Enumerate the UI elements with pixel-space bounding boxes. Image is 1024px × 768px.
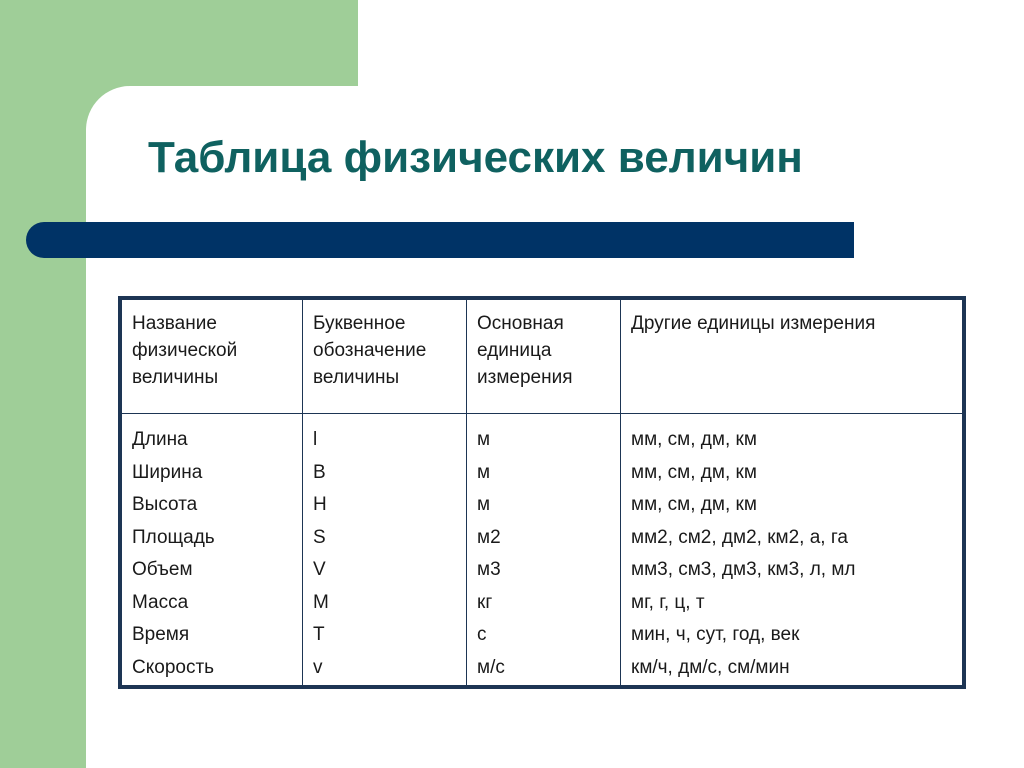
quantity-symbol: v [313,656,323,678]
quantity-name: Длина [132,429,188,450]
header-cell-other-units [621,300,963,414]
header-text: измерения [477,367,573,388]
other-units: мин, ч, сут, год, век [631,624,800,645]
other-units: мг, г, ц, т [631,591,705,613]
physical-quantities-table [121,299,963,686]
header-text: обозначение [313,340,427,361]
base-unit: с [477,624,487,645]
other-units: мм, см, дм, км [631,429,757,450]
header-text: Буквенное [313,313,406,334]
header-text: Название [132,313,217,334]
quantity-name: Высота [132,494,198,515]
quantity-name: Масса [132,591,189,613]
base-unit: м/с [477,656,505,678]
other-units: мм3, см3, дм3, км3, л, мл [631,559,856,580]
quantity-symbol: l [313,429,318,450]
names-column-cell [122,414,303,686]
quantity-name: Скорость [132,656,215,678]
units-column-cell [467,414,621,686]
quantity-name: Объем [132,559,193,580]
quantity-symbol: V [313,559,326,580]
base-unit: м3 [477,559,501,580]
base-unit: м2 [477,526,501,548]
header-text: величины [132,367,219,388]
quantity-name: Площадь [132,526,215,548]
other-units: мм, см, дм, км [631,494,757,515]
quantity-symbol: T [313,624,325,645]
quantity-symbol: H [313,494,327,515]
quantity-name: Ширина [132,461,203,483]
page-title: Таблица физических величин [148,133,803,182]
base-unit: кг [477,591,493,613]
quantity-symbol: B [313,461,326,483]
other-units-column-cell [621,414,963,686]
header-text: единица [477,340,552,361]
table-body-row [122,414,963,686]
other-units: мм2, см2, дм2, км2, а, га [631,526,848,548]
other-units: мм, см, дм, км [631,461,757,483]
base-unit: м [477,461,491,483]
header-cell-name [122,300,303,414]
base-unit: м [477,494,491,515]
header-text: физической [132,340,238,361]
header-cell-symbol [303,300,467,414]
quantity-name: Время [132,624,190,645]
header-text: Основная [477,313,564,334]
table-header-row [122,300,963,414]
table-frame [118,296,966,689]
header-cell-unit [467,300,621,414]
header-text: величины [313,367,400,388]
symbols-column-cell [303,414,467,686]
base-unit: м [477,429,491,450]
header-text: Другие единицы измерения [631,313,876,334]
quantity-symbol: M [313,591,329,613]
quantity-symbol: S [313,526,326,548]
other-units: км/ч, дм/с, см/мин [631,656,790,678]
title-underline-bar [26,222,854,258]
